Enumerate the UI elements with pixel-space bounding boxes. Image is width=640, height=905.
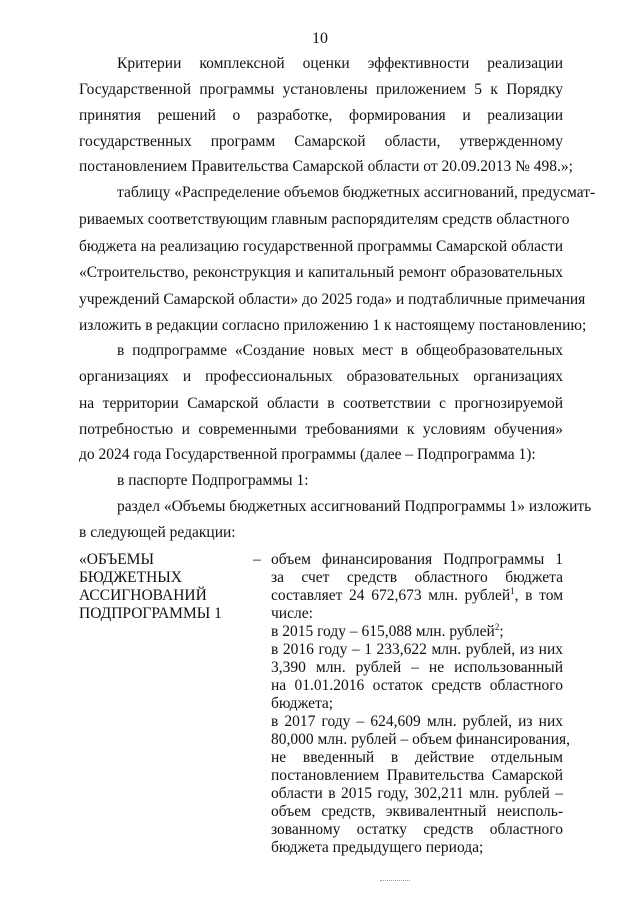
table-right-line: не введенный в действие отдельным (271, 749, 563, 766)
table-right-line: области в 2015 году, 302,211 млн. рублей – (271, 785, 563, 802)
text-line: государственных программ Самарской области, утвержденному (79, 133, 563, 150)
text-line: изложить в редакции согласно приложению 1 к настоящему постановлению; (79, 317, 587, 334)
text-line: «Строительство, реконструкция и капитальный ремонт образовательных (79, 264, 563, 281)
scan-mark (380, 880, 410, 883)
table-left-cell: ПОДПРОГРАММЫ 1 (79, 605, 222, 622)
text-line: таблицу «Распределение объемов бюджетных ассигнований, предусмат- (117, 184, 596, 201)
footnote-mark: 1 (510, 586, 515, 596)
text-line: потребностью и современными требованиями к условиям обучения» (79, 421, 563, 438)
table-right-line: числе: (271, 605, 313, 622)
table-right-line: на 01.01.2016 остаток средств областного (271, 677, 563, 694)
text-line: постановлением Правительства Самарской области от 20.09.2013 № 498.»; (79, 158, 573, 175)
table-right-line: бюджета; (271, 695, 334, 712)
table-right-line (271, 588, 563, 604)
text-line: бюджета на реализацию государственной программы Самарской области (79, 238, 563, 255)
table-right-line: зованному остатку средств областного (271, 821, 563, 838)
text-line: Государственной программы установлены приложением 5 к Порядку (79, 81, 563, 98)
table-right-line (271, 624, 563, 640)
table-left-cell: АССИГНОВАНИЙ (79, 587, 207, 604)
table-right-line: за счет средств областного бюджета (271, 569, 563, 586)
table-right-text: , в том (514, 587, 564, 604)
text-line: в подпрограмме «Создание новых мест в общеобразовательных (117, 342, 563, 359)
table-dash: – (253, 551, 261, 568)
text-line: до 2024 года Государственной программы (далее – Подпрограмма 1): (79, 446, 536, 463)
table-right-line: объем средств, эквивалентный неисполь- (271, 803, 563, 820)
table-right-text: ; (499, 623, 504, 640)
text-line: учреждений Самарской области» до 2025 года» и подтабличные примечания (79, 291, 586, 308)
page-number: 10 (312, 30, 328, 47)
text-line: организациях и профессиональных образовательных организациях (79, 368, 563, 385)
table-right-line: в 2017 году – 624,609 млн. рублей, из них (271, 713, 563, 730)
text-line: риваемых соответствующим главным распорядителям средств областного (79, 211, 570, 228)
table-right-line: 80,000 млн. рублей – объем финансирования, (271, 731, 570, 748)
text-line: принятия решений о разработке, формирования и реализации (79, 107, 563, 124)
table-right-line: постановлением Правительства Самарской (271, 767, 563, 784)
text-line: в следующей редакции: (79, 524, 236, 541)
text-line: в паспорте Подпрограммы 1: (117, 472, 309, 489)
table-right-line: бюджета предыдущего периода; (271, 839, 484, 856)
table-right-line: объем финансирования Подпрограммы 1 (271, 551, 563, 568)
table-right-line: 3,390 млн. рублей – не использованный (271, 659, 563, 676)
table-right-text: составляет 24 672,673 млн. рублей (271, 587, 511, 604)
footnote-mark: 2 (494, 622, 500, 632)
table-left-cell: БЮДЖЕТНЫХ (79, 569, 182, 586)
table-left-cell: «ОБЪЕМЫ (79, 551, 154, 568)
text-line: Критерии комплексной оценки эффективности реализации (117, 55, 563, 72)
text-line: раздел «Объемы бюджетных ассигнований Подпрограммы 1» изложить (117, 498, 592, 515)
table-right-text: в 2015 году – 615,088 млн. рублей (271, 623, 495, 640)
table-right-line: в 2016 году – 1 233,622 млн. рублей, из них (271, 641, 563, 658)
text-line: на территории Самарской области в соответствии с прогнозируемой (79, 395, 563, 412)
